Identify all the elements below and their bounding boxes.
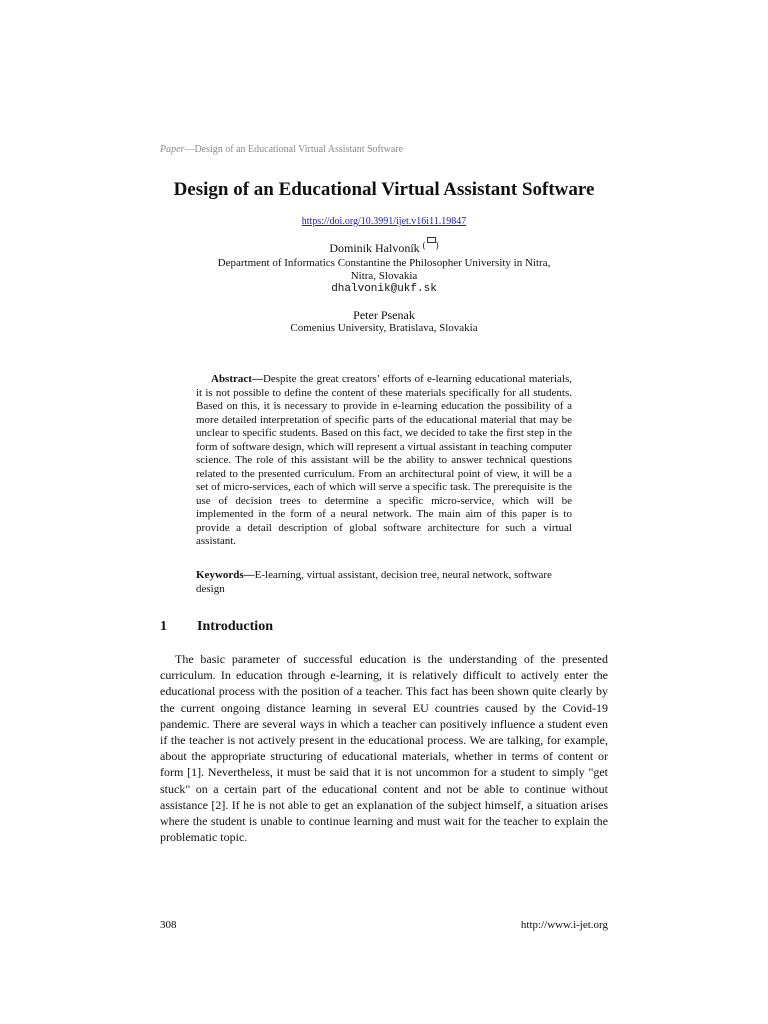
running-head-label: Paper: [160, 144, 185, 155]
page-number: 308: [160, 919, 177, 931]
abstract-label: Abstract—: [211, 373, 263, 385]
author-2-name: Peter Psenak: [353, 308, 415, 322]
section-number: 1: [160, 619, 167, 634]
author-1-affiliation: [195, 257, 573, 283]
author-1-name: [0, 241, 768, 256]
author-1-name-text: Dominik Halvoník: [329, 241, 420, 255]
corresponding-mark-close: ): [435, 240, 439, 250]
keywords-text: E-learning, virtual assistant, decision tree, neural network, software design: [196, 569, 552, 595]
author-1-affiliation-line1: Department of Informatics Constantine the Philosopher University in Nitra,: [217, 257, 551, 269]
doi-link[interactable]: https://doi.org/10.3991/ijet.v16i11.19847: [301, 216, 467, 227]
paper-title: Design of an Educational Virtual Assistant Software: [173, 179, 595, 200]
corresponding-mark-open: (: [422, 240, 426, 250]
footer-url[interactable]: http://www.i-jet.org: [520, 919, 608, 931]
mail-icon: [427, 237, 436, 243]
author-1-email[interactable]: dhalvonik@ukf.sk: [331, 283, 437, 295]
corresponding-mark: [423, 240, 439, 250]
keywords: [196, 569, 572, 596]
keywords-label: Keywords—: [196, 569, 255, 581]
running-head-text: —Design of an Educational Virtual Assistant Software: [184, 144, 404, 155]
author-1-affiliation-line2: Nitra, Slovakia: [350, 270, 418, 282]
running-head: [160, 144, 403, 155]
author-2-affiliation: Comenius University, Bratislava, Slovakia: [290, 322, 478, 334]
section-title: Introduction: [197, 619, 273, 634]
abstract-text: Despite the great creators’ efforts of e-learning educational materials, it is not possible to define the content of these materials specifically for all students. Based on this, it is necessary to provide in e-learning education the possibility of a more detailed interpretation of specific parts of the educational material that may be unclear to specific students. Based on this fact, we decided to take the first step in the form of software design, which will represent a virtual assistant in teaching computer science. The role of this assistant will be the ability to answer technical questions related to the presented curriculum. From an architectural point of view, it will be a set of micro-services, each of which will serve a specific task. The prerequisite is the use of decision trees to determine a specific micro-service, which will be implemented in the form of a neural network. The main aim of this paper is to provide a detail description of global software architecture for such a virtual assistant.: [196, 373, 572, 547]
body-paragraph: The basic parameter of successful education is the understanding of the presented curriculum. In education through e-learning, it is relatively difficult to actively enter the educational process with the position of a teacher. This fact has been shown quite clearly by the current ongoing distance learning in several EU countries caused by the Covid-19 pandemic. There are several ways in which a teacher can positively influence a student even if the teacher is not actively present in the educational process. We are talking, for example, about the appropriate structuring of educational materials, whether in terms of content or form [1]. Nevertheless, it must be said that it is not uncommon for a student to simply "get stuck" on a certain part of the educational content and not be able to continue without assistance [2]. If he is not able to get an explanation of the subject himself, a situation arises where the student is unable to continue learning and must wait for the teacher to explain the problematic topic.: [160, 652, 608, 845]
section-heading: [160, 619, 273, 635]
abstract: [196, 373, 572, 549]
